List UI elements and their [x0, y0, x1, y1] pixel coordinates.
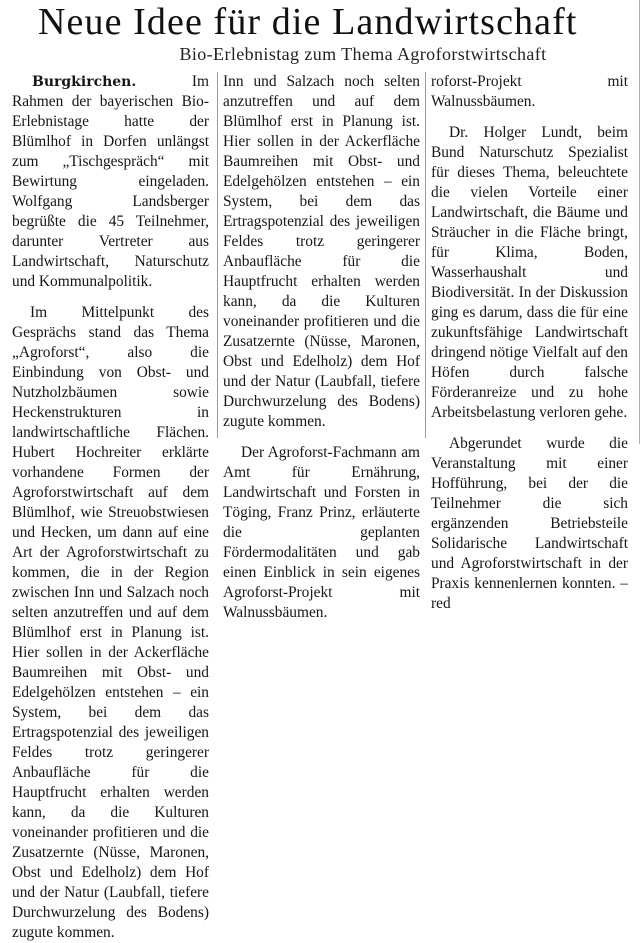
paragraph-2-text: Im Mittelpunkt des Gesprächs stand das Thema „Agroforst“, also die Einbindung von Obst- und Nutzholzbäumen sowie Heckenstrukturen in landwirtschaftliche Flächen. Hubert Hochreiter erklärte vorhandene Formen der Agroforstwirtschaft auf dem Blümlhof, wie Streuobstwiesen und Hecken, um dann auf eine Art der Agroforstwirtschaft zu kommen, die in der Region zwischen Inn und Salzach noch selten anzutreffen und auf dem Blümlhof erst in Planung ist. Hier sollen in der Ackerfläche Baumreihen mit Obst- und Edelgehölzen entstehen – ein System, bei dem das Ertragspotenzial des jeweiligen Feldes trotz geringerer Anbaufläche für die Hauptfrucht erhalten werden kann, da die Kulturen voneinander profitieren und die Zusatzernte (Nüsse, Maronen, Obst und Edelholz) dem Hof und der Natur (Laubfall, tiefere Durchwurzelung des Bodens) zugute kommen. — [12, 304, 209, 941]
paragraph-2-continued — [223, 72, 420, 432]
column-rule-2 — [425, 72, 426, 438]
continued-text-2: roforst-Projekt mit Walnussbäumen. — [431, 73, 628, 110]
paragraph-5 — [431, 434, 628, 614]
paragraph-3-text: Der Agroforst-Fachmann am Amt für Ernährung, Landwirtschaft und Forsten in Töging, Franz Prinz, erläuterte die geplanten Fördermodalitäten und gab einen Einblick in sein eigenes Agroforst-Projekt mit Walnussbäumen. — [223, 444, 420, 621]
paragraph-2 — [12, 303, 209, 943]
dateline: Burgkirchen. — [32, 74, 137, 90]
paragraph-4 — [431, 123, 628, 423]
author-signature: – red — [431, 575, 628, 612]
subheadline: Bio-Erlebnistag zum Thema Agroforstwirtschaft — [179, 44, 547, 64]
headline: Neue Idee für die Landwirtschaft — [38, 1, 578, 43]
paragraph-4-text: Dr. Holger Lundt, beim Bund Naturschutz Spezialist für dieses Thema, beleuchtete die vielen Vorteile einer Landwirtschaft, die Bäume und Sträucher in die Fläche bringt, für Klima, Boden, Wasserhaushalt und Biodiversität. In der Diskussion ging es darum, dass die für eine zukunftsfähige Landwirtschaft dringend nötige Vielfalt auf den Höfen durch falsche Förderanreize und zu hohe Arbeitsbelastung verloren gehe. — [431, 124, 628, 421]
paragraph-1 — [12, 72, 209, 292]
column-rule-1 — [217, 72, 218, 438]
paragraph-3 — [223, 443, 420, 623]
article-column-3 — [431, 72, 628, 612]
paragraph-3-continued — [431, 72, 628, 112]
paragraph-1-text: Im Rahmen der bayerischen Bio-Erlebnistage hatte der Blümlhof in Dorfen unlängst zum „Tischgespräch“ mit Bewirtung eingeladen. Wolfgang Landsberger begrüßte die 45 Teilnehmer, darunter Vertreter aus Landwirtschaft, Naturschutz und Kommunalpolitik. — [12, 73, 209, 290]
continued-text-1: Inn und Salzach noch selten anzutreffen und auf dem Blümlhof erst in Planung ist. Hier sollen in der Ackerfläche Baumreihen mit Obst- und Edelgehölzen entstehen – ein System, bei dem das Ertragspotenzial des jeweiligen Feldes trotz geringerer Anbaufläche für die Hauptfrucht erhalten werden kann, da die Kulturen voneinander profitieren und die Zusatzernte (Nüsse, Maronen, Obst und Edelholz) dem Hof und der Natur (Laubfall, tiefere Durchwurzelung des Bodens) zugute kommen. — [223, 73, 420, 430]
article-column-1 — [12, 72, 209, 941]
paragraph-5-text: Abgerundet wurde die Veranstaltung mit einer Hofführung, bei der die Teilnehmer die sich ergänzenden Betriebsteile Solidarische Landwirtschaft und Agroforstwirtschaft in der Praxis kennenlernen konnten. — [431, 435, 628, 592]
article-column-2 — [223, 72, 420, 621]
